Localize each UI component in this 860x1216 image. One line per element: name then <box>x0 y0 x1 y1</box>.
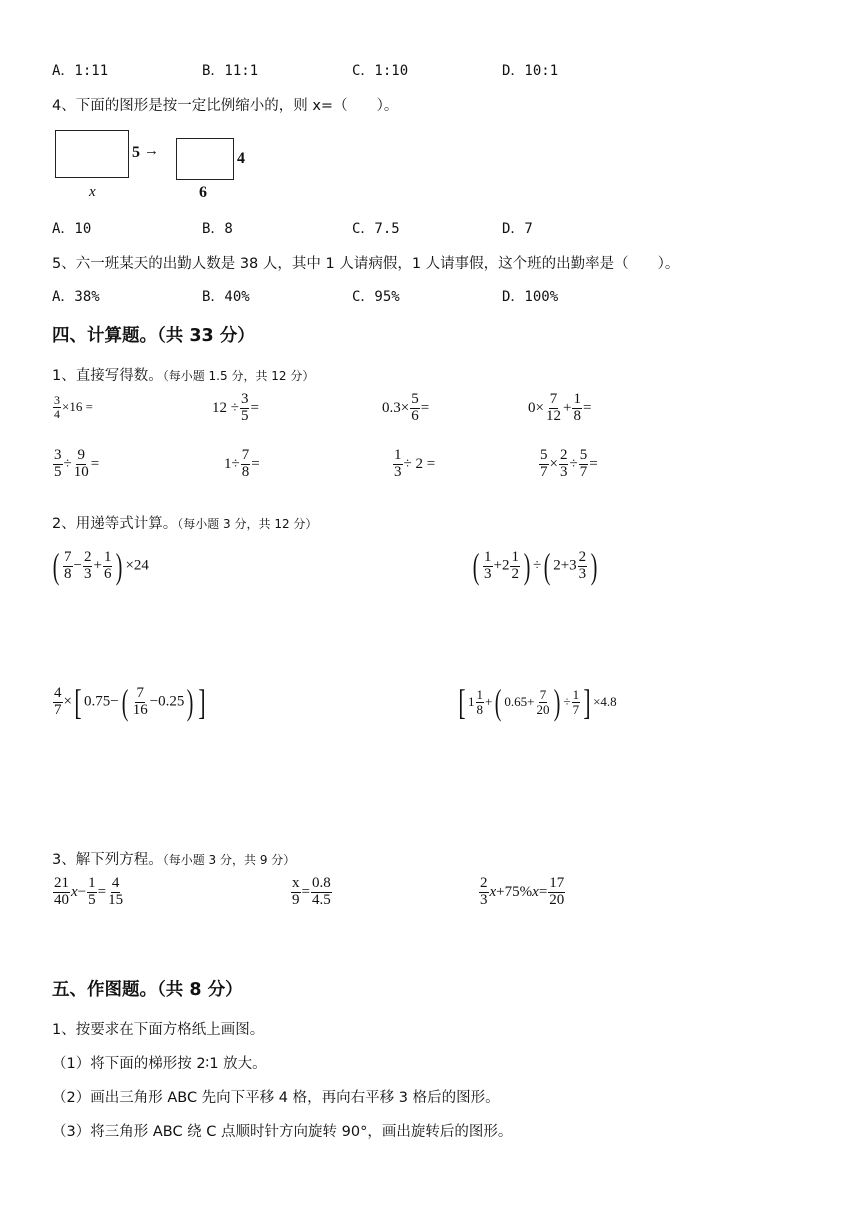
equation-1: $\frac{21}{40}$ x− $\frac{1}{5}$ = $\frac{4}{15}$ <box>54 875 124 908</box>
q5-option-c: C．95% <box>352 289 400 305</box>
s4-part3-note: （每小题 3 分，共 9 分） <box>162 853 296 867</box>
s5-step-3: （3）将三角形 ABC 绕 C 点顺时针方向旋转 90°，画出旋转后的图形。 <box>52 1124 513 1140</box>
q4-stem: 4、下面的图形是按一定比例缩小的，则 x=（ ）。 <box>52 98 399 114</box>
s4-part3-heading <box>52 848 295 869</box>
s4-part1-heading <box>52 364 314 385</box>
calc-2: 12 ÷ $\frac{3}{5}$ = <box>212 391 259 424</box>
label-4: 4 <box>237 150 245 167</box>
q5-option-b: B．40% <box>202 289 250 305</box>
section4-title: 四、计算题。（共 33 分） <box>52 326 255 346</box>
calc-5: $\frac{3}{5}$ ÷ $\frac{9}{10}$ = <box>54 447 100 480</box>
equation-3: $\frac{2}{3}$ x+75%x= $\frac{17}{20}$ <box>480 875 565 908</box>
calc-7: $\frac{1}{3}$ ÷ 2 = <box>394 447 436 480</box>
q4-option-d: D．7 <box>502 221 533 237</box>
label-5: 5 <box>132 144 140 161</box>
q5-option-a: A．38% <box>52 289 100 305</box>
arrow-icon: → <box>144 143 159 159</box>
q3-option-c: C．1:10 <box>352 63 409 79</box>
s5-step-1: （1）将下面的梯形按 2∶1 放大。 <box>52 1056 267 1072</box>
calc-6: 1÷ $\frac{7}{8}$ = <box>224 447 260 480</box>
equation-2: $\frac{x}{9}$ = $\frac{0.8}{4.5}$ <box>292 875 331 908</box>
s4-part2-title: 2、用递等式计算。 <box>52 516 178 532</box>
q4-option-a: A．10 <box>52 221 92 237</box>
s5-part1: 1、按要求在下面方格纸上画图。 <box>52 1022 265 1038</box>
small-rectangle <box>176 138 234 180</box>
s4-part1-title: 1、直接写得数。 <box>52 368 163 384</box>
q5-option-d: D．100% <box>502 289 559 305</box>
s4-part2-heading <box>52 512 317 533</box>
section5-title: 五、作图题。（共 8 分） <box>52 980 243 1000</box>
stepwise-1: ( $\frac{7}{8}$ − $\frac{2}{3}$ + $\frac{1}{6}$ ) ×24 <box>52 546 149 586</box>
s5-step-2: （2）画出三角形 ABC 先向下平移 4 格，再向右平移 3 格后的图形。 <box>52 1090 500 1106</box>
calc-8: $\frac{5}{7}$ × $\frac{2}{3}$ ÷ $\frac{5}{7}$ = <box>540 447 598 480</box>
q3-option-b: B．11:1 <box>202 63 259 79</box>
q4-option-b: B．8 <box>202 221 233 237</box>
s4-part2-note: （每小题 3 分，共 12 分） <box>177 517 318 531</box>
s4-part3-title: 3、解下列方程。 <box>52 852 163 868</box>
label-6: 6 <box>199 184 207 201</box>
s4-part1-note: （每小题 1.5 分，共 12 分） <box>162 369 315 383</box>
calc-1: $\frac{3}{4}$ ×16 = <box>54 393 93 421</box>
stepwise-4: [ 1 $\frac{1}{8}$ +( 0.65+ $\frac{7}{20}$ ) ÷ $\frac{1}{7}$ ] ×4.8 <box>458 682 617 722</box>
label-x: x <box>89 184 96 200</box>
stepwise-2: ( $\frac{1}{3}$ +2 $\frac{1}{2}$ ) ÷( 2+3 $\frac{2}{3}$ ) <box>472 546 598 586</box>
q3-option-a: A．1:11 <box>52 63 109 79</box>
calc-4: 0× $\frac{7}{12}$ + $\frac{1}{8}$ = <box>528 391 592 424</box>
stepwise-3: $\frac{4}{7}$ ×[ 0.75−( $\frac{7}{16}$ −0.25) ] <box>54 682 207 722</box>
q3-option-d: D．10:1 <box>502 63 559 79</box>
q5-stem: 5、六一班某天的出勤人数是 38 人，其中 1 人请病假，1 人请事假，这个班的出勤率是（ ）。 <box>52 256 680 272</box>
q4-option-c: C．7.5 <box>352 221 400 237</box>
large-rectangle <box>55 130 129 178</box>
calc-3: 0.3× $\frac{5}{6}$ = <box>382 391 430 424</box>
